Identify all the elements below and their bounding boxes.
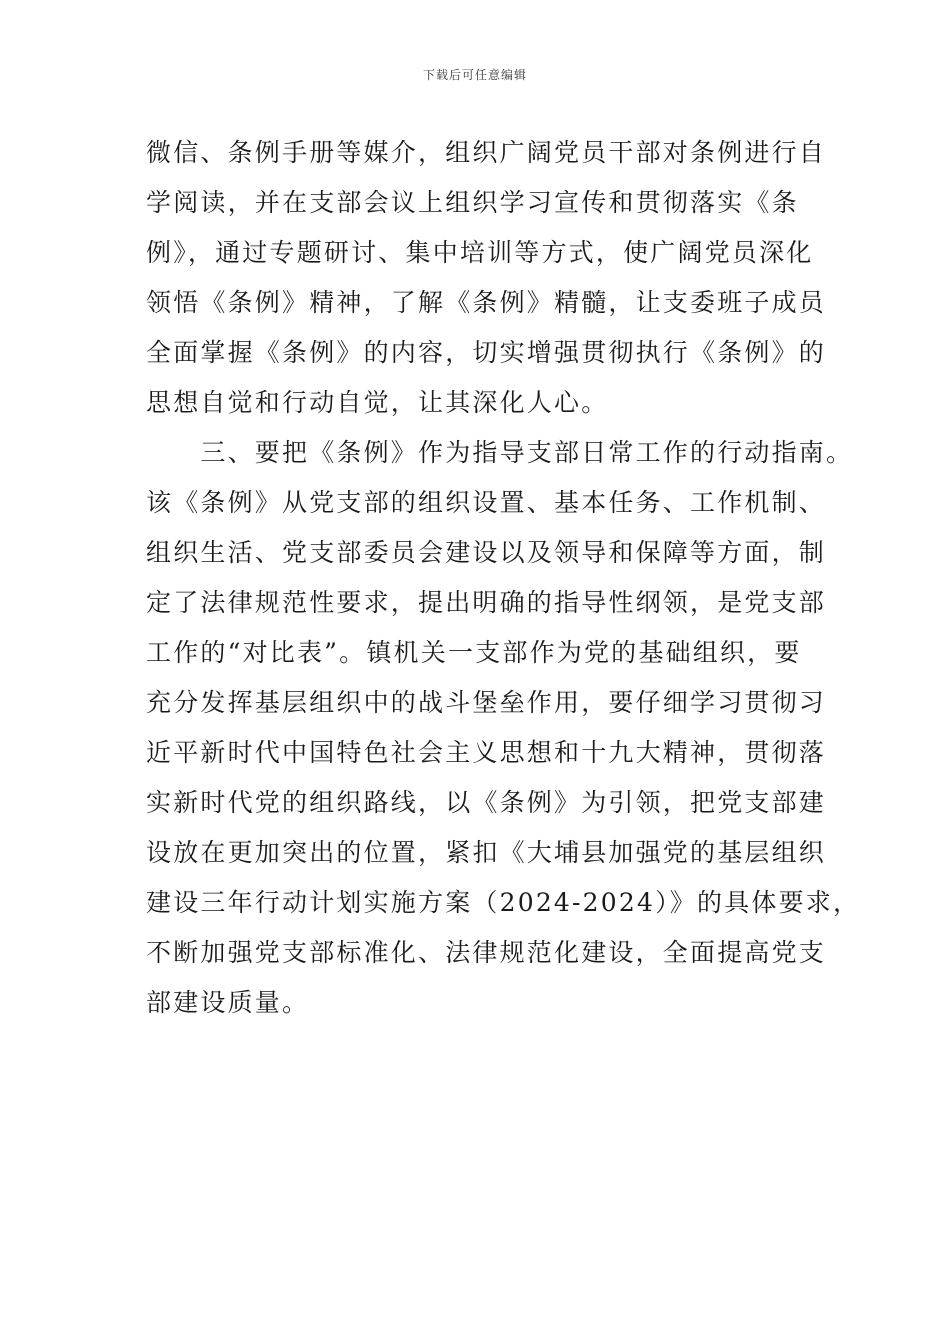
text-line: 实新时代党的组织路线，以《条例》为引领，把党支部建	[146, 788, 827, 817]
text-line: 该《条例》从党支部的组织设置、基本任务、工作机制、	[146, 488, 827, 517]
text-line: 三、要把《条例》作为指导支部日常工作的行动指南。	[146, 438, 854, 467]
text-line: 思想自觉和行动自觉，让其深化人心。	[146, 388, 609, 417]
text-line: 建设三年行动计划实施方案（2024-2024）》的具体要求，	[146, 888, 861, 917]
text-line: 充分发挥基层组织中的战斗堡垒作用，要仔细学习贯彻习	[146, 688, 827, 717]
text-line: 微信、条例手册等媒介，组织广阔党员干部对条例进行自	[146, 138, 827, 167]
text-line: 近平新时代中国特色社会主义思想和十九大精神，贯彻落	[146, 738, 827, 767]
text-line: 组织生活、党支部委员会建设以及领导和保障等方面，制	[146, 538, 827, 567]
text-line: 例》，通过专题研讨、集中培训等方式，使广阔党员深化	[146, 238, 814, 267]
text-line: 工作的“对比表”。镇机关一支部作为党的基础组织，要	[146, 638, 802, 667]
text-line: 学阅读，并在支部会议上组织学习宣传和贯彻落实《条	[146, 188, 799, 217]
page-header: 下载后可任意编辑	[422, 68, 527, 82]
text-line: 设放在更加突出的位置，紧扣《大埔县加强党的基层组织	[146, 838, 827, 867]
document-body	[146, 128, 861, 1028]
text-line: 不断加强党支部标准化、法律规范化建设，全面提高党支	[146, 938, 827, 967]
text-line: 领悟《条例》精神，了解《条例》精髓，让支委班子成员	[146, 288, 827, 317]
text-line: 定了法律规范性要求，提出明确的指导性纲领，是党支部	[146, 588, 827, 617]
text-line: 部建设质量。	[146, 988, 310, 1017]
text-line: 全面掌握《条例》的内容，切实增强贯彻执行《条例》的	[146, 338, 827, 367]
